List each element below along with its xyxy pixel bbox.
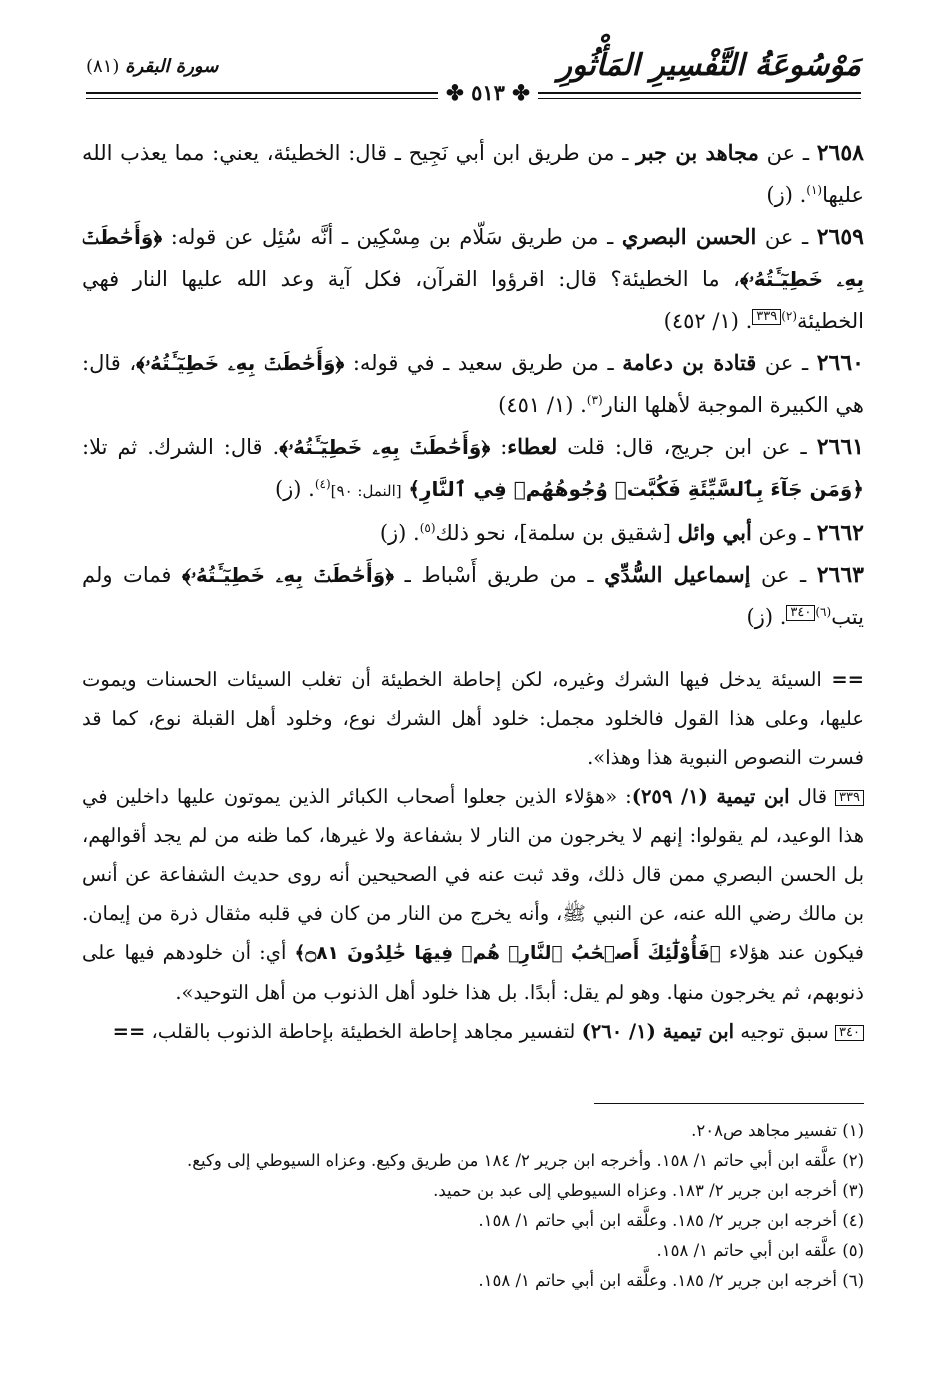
- commentary-text: : «هؤلاء الذين جعلوا أصحاب الكبائر الذين يموتون عليها داخلين في هذا الوعيد، لم يقولوا: إنهم لا يخرجون من النار لا بشفاعة ولا غيرها، كما ظنه من لم يجد أقوالهم، بل الحسن البصري ممن قال ذلك، وقد ثبت عنه في الصحيحين أنه روى حديث الشفاعة عن أنس بن مالك رضي الله عنه، عن النبي ﷺ، وأنه يخرج من النار من كان في قلبه مثقال ذرة من إيمان. فيكون عند هؤلاء: [82, 785, 865, 964]
- entry-text: :: [500, 435, 508, 459]
- commentary-continuation: [82, 660, 864, 777]
- footnote: (٥) علَّقه ابن أبي حاتم ١/ ١٥٨.: [656, 1241, 864, 1260]
- verse-ref: (٨١): [86, 56, 120, 77]
- entry-text: . قال: الشرك. ثم تلا:: [82, 435, 280, 459]
- entry-text: . (١/ ٤٥٢): [663, 309, 753, 333]
- entry-text: ـ من طريق أَسْباط ـ: [404, 563, 594, 587]
- footnote-ref[interactable]: (٦): [815, 605, 832, 619]
- footnote-ref[interactable]: (٣): [586, 393, 603, 407]
- entry-text: ـ عن: [766, 141, 809, 165]
- commentary-339: [82, 777, 864, 1012]
- entry-text: ـ عن: [764, 351, 809, 375]
- commentary-number-box: ٣٤٠: [835, 1025, 864, 1041]
- narrator-name: لعطاء: [507, 434, 558, 459]
- entry-text: ـ عن: [760, 563, 807, 587]
- entry-text: ـ عن: [764, 225, 809, 249]
- footnote: (٢) علَّقه ابن أبي حاتم ١/ ١٥٨. وأخرجه ابن جرير ٢/ ١٨٤ من طريق وكيع. وعزاه السيوطي إلى وكيع.: [187, 1151, 864, 1170]
- quran-quote: ﴿وَأَحَٰطَتۡ بِهِۦ خَطِيٓـَٔتُهُۥ﴾: [82, 225, 864, 291]
- book-title: مَوْسُوعَةُ التَّفْسِيرِ المَأْثُورِ: [557, 48, 861, 83]
- narrator-name: الحسن البصري: [621, 224, 757, 249]
- entry-number: ٢٦٦١: [816, 434, 864, 460]
- header-rule-right: [509, 92, 861, 99]
- footnotes: [82, 1116, 864, 1296]
- quran-quote: ﴿وَأَحَٰطَتۡ بِهِۦ خَطِيٓـَٔتُهُۥ﴾: [181, 563, 395, 587]
- footnote-ref[interactable]: (٥): [419, 521, 436, 535]
- entry-text: . (ز): [274, 477, 315, 501]
- commentary-text: أي: أن خلودهم فيها على ذنوبهم، ثم يخرجون منها. وهو لم يقل: أبدًا. بل هذا خلود أهل الذنوب من أهل التوحيد».: [82, 941, 864, 1004]
- commentary-ref-box[interactable]: ٣٣٩: [752, 309, 781, 325]
- page-number-value: ٥١٣: [471, 80, 505, 105]
- verse-citation: [النمل: ٩٠]: [330, 482, 402, 500]
- footnote: (٦) أخرجه ابن جرير ٢/ ١٨٥. وعلَّقه ابن أبي حاتم ١/ ١٥٨.: [478, 1271, 864, 1290]
- entry-text: فمات ولم يتب: [82, 563, 864, 629]
- entry-text: . (ز): [379, 521, 420, 545]
- commentary-section: [82, 660, 864, 1051]
- narrator-name: قتادة بن دعامة: [622, 350, 757, 375]
- entry-text: [شقيق بن سلمة]، نحو ذلك: [435, 521, 671, 545]
- entry-text: ـ وعن: [758, 521, 811, 545]
- commentary-number-box: ٣٣٩: [835, 790, 864, 806]
- commentary-text: قال: [797, 785, 828, 808]
- athar-entry: [82, 512, 864, 554]
- narrator-name: أبي وائل: [677, 520, 752, 545]
- commentary-ref-box[interactable]: ٣٤٠: [786, 605, 815, 621]
- footnote-divider: [594, 1103, 864, 1104]
- quran-quote: ﴿وَمَن جَآءَ بِٱلسَّيِّئَةِ فَكُبَّتۡ وُجُوهُهُمۡ فِي ٱلنَّارِ﴾: [408, 477, 864, 501]
- entry-number: ٢٦٦٣: [816, 562, 864, 588]
- athar-entry: [82, 554, 864, 638]
- entry-text: ، قال: هي الكبيرة الموجبة لأهلها النار: [82, 351, 864, 417]
- entry-text: ، ما الخطيئة؟ قال: اقرؤوا القرآن، فكل آية وعد الله عليها النار فهي الخطيئة: [82, 267, 864, 333]
- commentary-text: السيئة يدخل فيها الشرك وغيره، لكن إحاطة الخطيئة أن تغلب السيئات الحسنات ويموت عليها، وعلى هذا القول فالخلود مجمل: خلود أهل الشرك نوع، وخلود أهل القبلة نوع، كما قد فسرت النصوص النبوية هذا وهذا».: [82, 668, 864, 769]
- entry-text: ـ من طريق سعيد ـ في قوله:: [352, 351, 614, 375]
- entry-text: ـ من طريق سَلّام بن مِسْكِين ـ أنَّه سُئِل عن قوله:: [170, 225, 614, 249]
- footnote-ref[interactable]: (١): [806, 183, 823, 197]
- narrator-name: إسماعيل السُّدِّي: [604, 562, 751, 587]
- quran-quote: ﴿فَأُوْلَٰٓئِكَ أَصۡحَٰبُ ٱلنَّارِۖ هُمۡ فِيهَا خَٰلِدُونَ ۝٨١﴾: [294, 943, 721, 964]
- entry-text: . (١/ ٤٥١): [498, 393, 587, 417]
- athar-entry: [82, 132, 864, 216]
- surah-name: سورة البقرة: [125, 56, 219, 77]
- surah-label: [86, 56, 218, 77]
- footnote: (٣) أخرجه ابن جرير ٢/ ١٨٣. وعزاه السيوطي إلى عبد بن حميد.: [433, 1181, 864, 1200]
- main-text: [82, 132, 864, 638]
- entry-text: ـ من طريق ابن أبي نَجِيح ـ قال: الخطيئة، يعني: مما يعذب الله عليها: [82, 141, 864, 207]
- footnote: (١) تفسير مجاهد ص٢٠٨.: [691, 1121, 864, 1140]
- entry-text: ـ عن ابن جريج، قال: قلت: [567, 435, 807, 459]
- commentary-text: لتفسير مجاهد إحاطة الخطيئة بإحاطة الذنوب بالقلب،: [151, 1020, 576, 1043]
- header-rule-left: [86, 92, 438, 99]
- athar-entry: [82, 216, 864, 342]
- continuation-mark: ==: [831, 668, 865, 691]
- commentary-340: [82, 1012, 864, 1051]
- scholar-name: ابن تيمية (١/ ٢٥٩): [631, 785, 790, 808]
- commentary-text: سبق توجيه: [740, 1020, 829, 1043]
- entry-number: ٢٦٦٠: [816, 350, 864, 376]
- narrator-name: مجاهد بن جبر: [636, 140, 759, 165]
- footnote-ref[interactable]: (٤): [314, 477, 331, 491]
- quran-quote: ﴿وَأَحَٰطَتۡ بِهِۦ خَطِيٓـَٔتُهُۥ﴾: [136, 351, 345, 375]
- entry-number: ٢٦٥٨: [816, 140, 864, 166]
- page-number-ornament: ✤: [446, 80, 472, 105]
- footnote-ref[interactable]: (٢): [781, 309, 798, 323]
- athar-entry: [82, 342, 864, 426]
- entry-number: ٢٦٦٢: [816, 520, 864, 546]
- page-number: [438, 80, 538, 105]
- page-number-ornament: ✤: [504, 80, 530, 105]
- entry-number: ٢٦٥٩: [816, 224, 864, 250]
- entry-text: . (ز): [766, 183, 807, 207]
- scholar-name: ابن تيمية (١/ ٢٦٠): [581, 1020, 735, 1043]
- entry-text: . (ز): [746, 605, 787, 629]
- quran-quote: ﴿وَأَحَٰطَتۡ بِهِۦ خَطِيٓـَٔتُهُۥ﴾: [279, 435, 491, 459]
- footnote: (٤) أخرجه ابن جرير ٢/ ١٨٥. وعلَّقه ابن أبي حاتم ١/ ١٥٨.: [478, 1211, 864, 1230]
- athar-entry: [82, 426, 864, 512]
- continuation-mark: ==: [112, 1020, 146, 1043]
